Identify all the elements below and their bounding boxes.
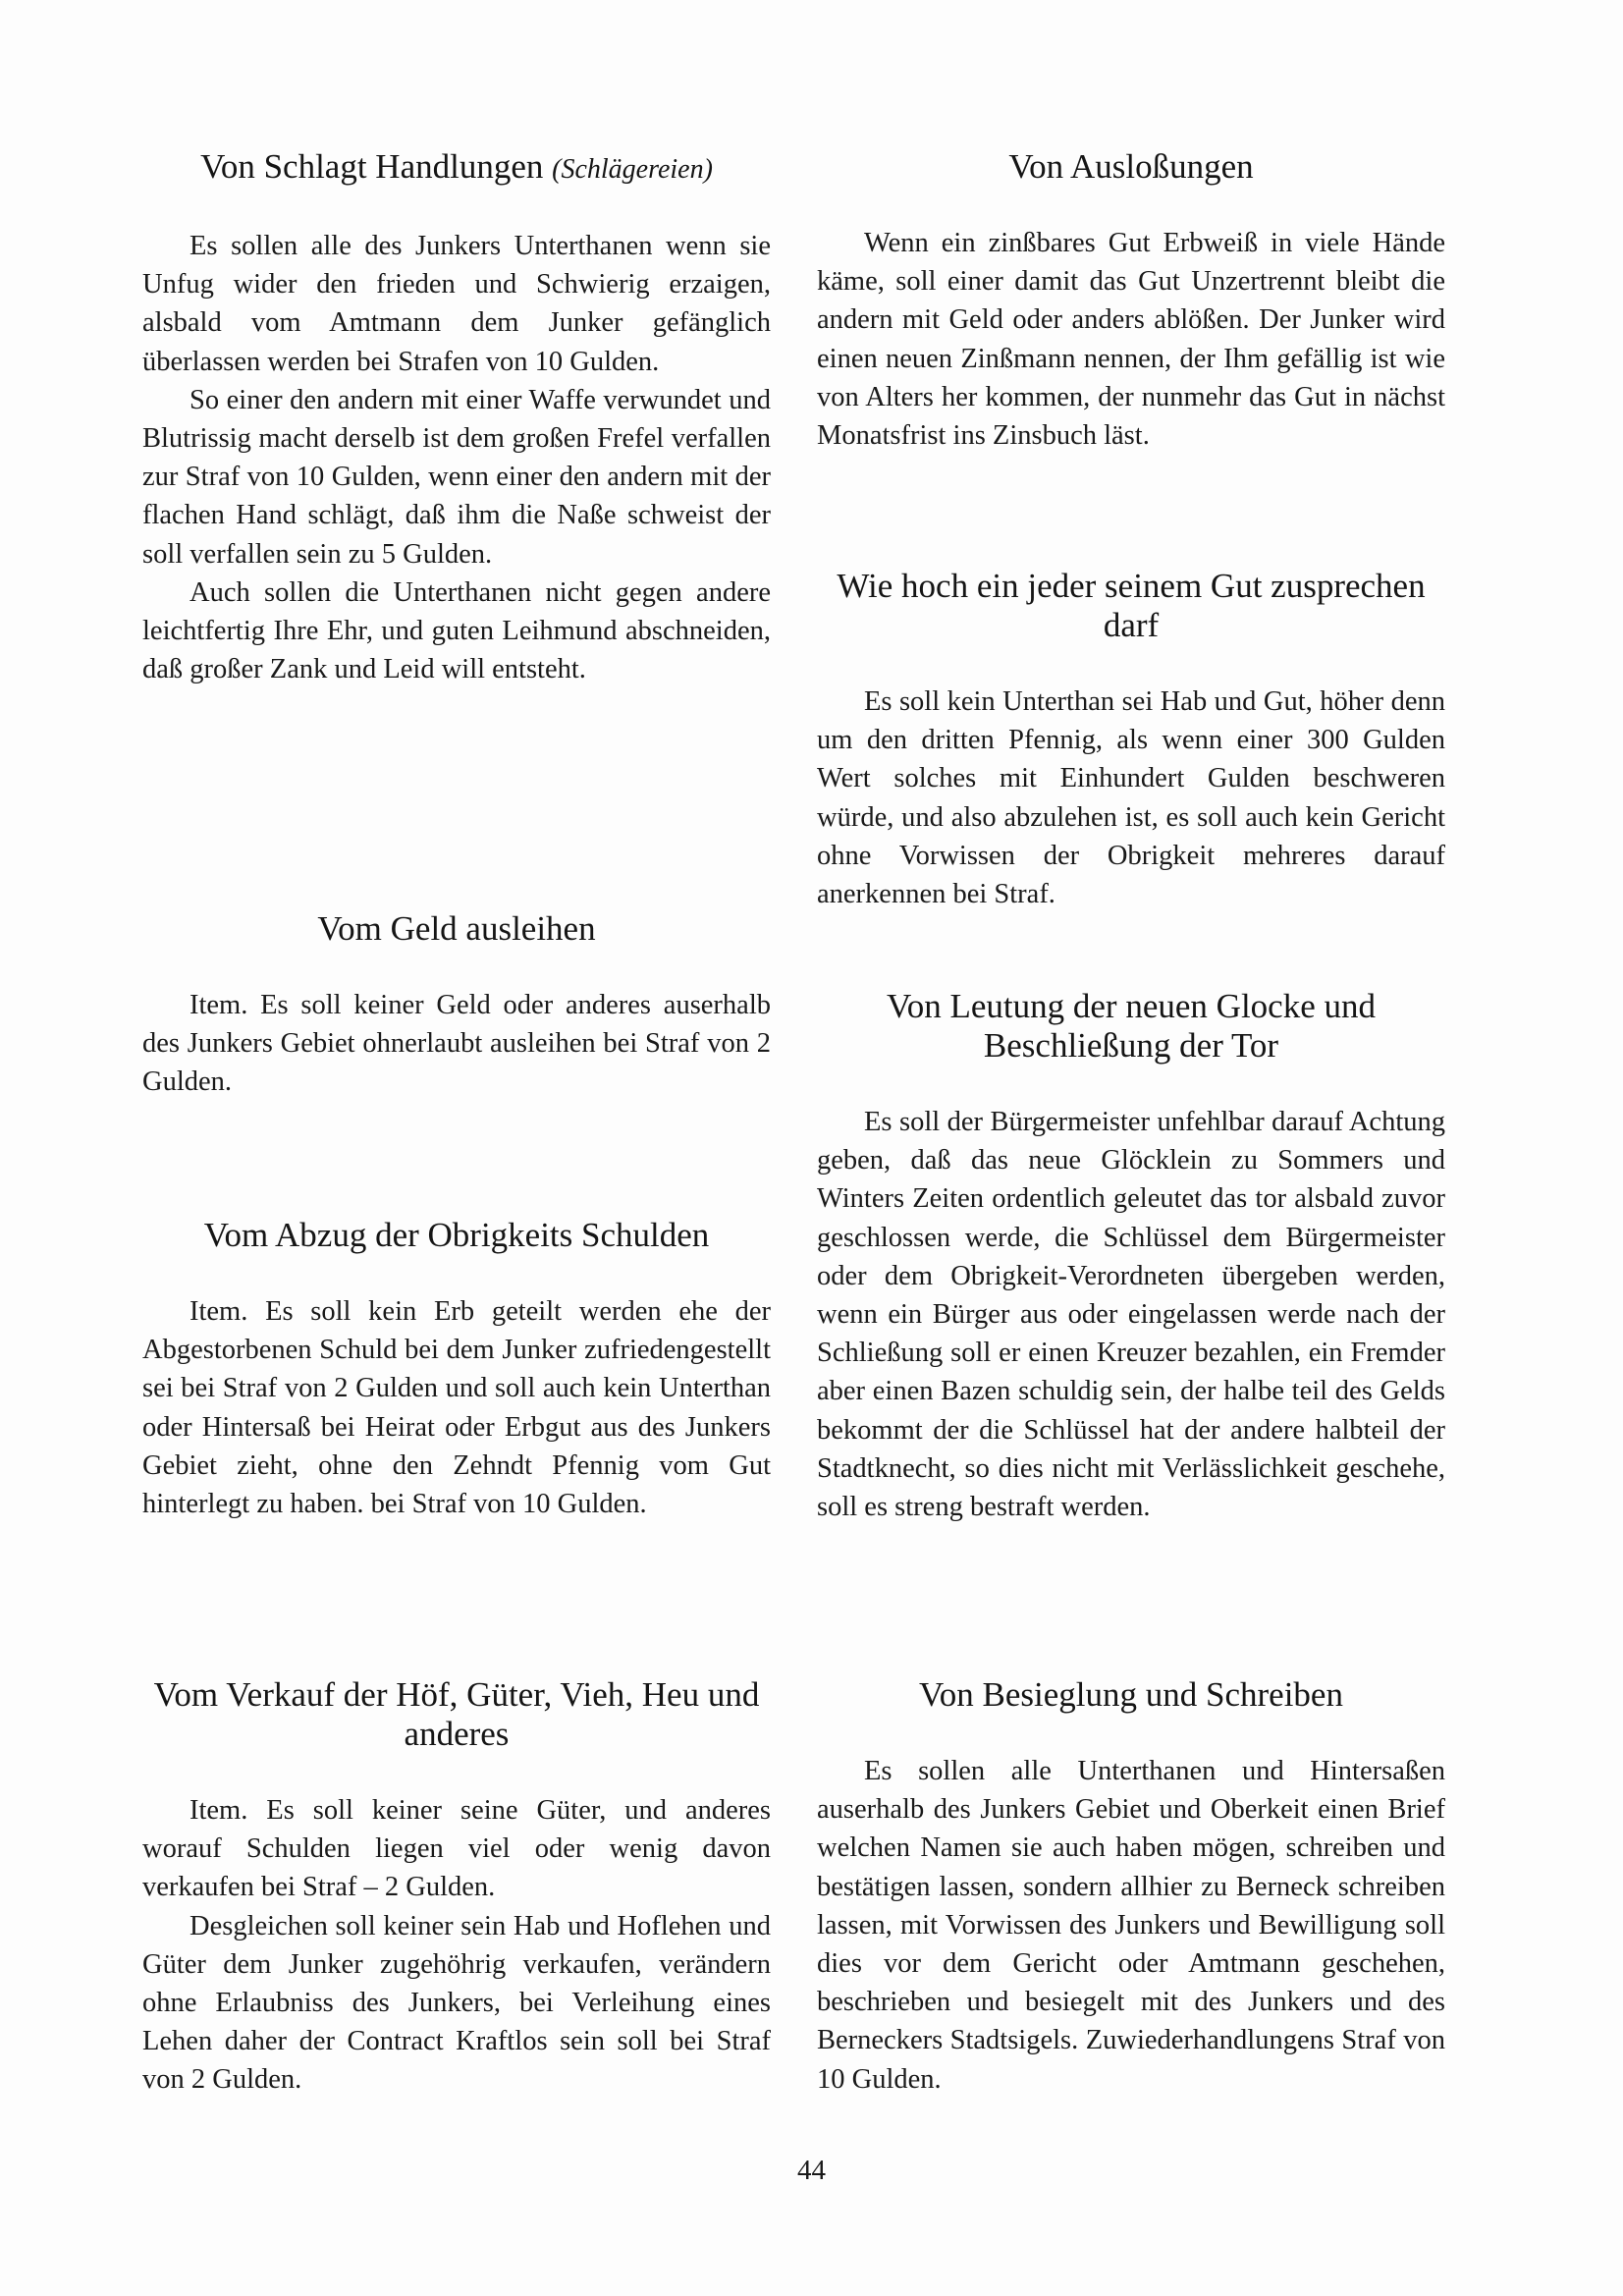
paragraph: Es soll der Bürgermeister unfehlbar darauf Achtung geben, daß das neue Glöcklein zu Sommers und Winters Zeiten ordentlich geleutet das tor alsbald zuvor geschlossen werde, die Schlüssel dem Bürgermeister oder dem Obrigkeit-Verordneten übergeben werden, wenn ein Bürger aus oder eingelassen werde nach der Schließung soll er einen Kreuzer bezahlen, ein Fremder aber einen Bazen schuldig sein, der halbe teil des Gelds bekommt der die Schlüssel hat der andere halbteil der Stadtknecht, so dies nicht mit Verlässlichkeit geschehe, soll es streng bestraft werden. xyxy=(817,1107,1445,1523)
section-ausloszungen xyxy=(817,147,1445,455)
section-heading: Vom Abzug der Obrigkeits Schulden xyxy=(203,1216,710,1254)
paragraph: Desgleichen soll keiner sein Hab und Hoflehen und Güter dem Junker zugehöhrig verkaufen, verändern ohne Erlaubniss des Junkers, bei Verleihung eines Lehen daher der Contract Kraftlos sein soll bei Straf von 2 Gulden. xyxy=(142,1910,771,2096)
section-heading: Von Ausloßungen xyxy=(1008,147,1254,186)
paragraph: Wenn ein zinßbares Gut Erbweiß in viele Hände käme, soll einer damit das Gut Unzertrennt bleibt die andern mit Geld oder anders ablößen. Der Junker wird einen neuen Zinßmann nennen, der Ihm gefällig ist wie von Alters her kommen, der nunmehr das Gut in nächst Monatsfrist ins Zinsbuch läst. xyxy=(817,228,1445,452)
paragraph: Auch sollen die Unterthanen nicht gegen andere leichtfertig Ihre Ehr, und guten Leihmund abschneiden, daß großer Zank und Leid will entsteht. xyxy=(142,576,771,685)
section-geld-ausleihen xyxy=(142,909,771,1102)
section-heading xyxy=(142,147,771,190)
paragraph: Es sollen alle Unterthanen und Hintersaßen auserhalb des Junkers Gebiet und Oberkeit einen Brief welchen Namen sie auch haben mögen, schreiben und bestätigen lassen, sondern allhier zu Berneck schreiben lassen, mit Vorwissen des Junkers und Bewilligung soll dies vor dem Gericht oder Amtmann geschehen, beschrieben und besiegelt mit des Junkers und des Berneckers Stadtsigels. Zuwiederhandlungens Straf von 10 Gulden. xyxy=(817,1756,1445,2095)
paragraph: So einer den andern mit einer Waffe verwundet und Blutrissig macht derselb ist dem großen Frefel verfallen zur Straf von 10 Gulden, wenn einer den andern mit der flachen Hand schlägt, daß ihm die Naße schweist der soll verfallen sein zu 5 Gulden. xyxy=(142,384,771,570)
heading-subtitle: (Schlägereien) xyxy=(552,154,713,185)
paragraph: Item. Es soll keiner Geld oder anderes auserhalb des Junkers Gebiet ohnerlaubt ausleihen bei Straf von 2 Gulden. xyxy=(142,990,771,1098)
paragraph: Es soll kein Unterthan sei Hab und Gut, höher denn um den dritten Pfennig, als wenn einer 300 Gulden Wert solches mit Einhundert Gulden beschweren würde, und also abzulehen ist, es soll auch kein Gericht ohne Vorwissen der Obrigkeit mehreres darauf anerkennen bei Straf. xyxy=(817,686,1445,910)
section-heading: Vom Geld ausleihen xyxy=(317,909,596,948)
section-schlagt-handlungen xyxy=(142,147,771,688)
section-leutung-glocke-tor xyxy=(817,987,1445,1526)
section-heading: Wie hoch ein jeder seinem Gut zusprechen darf xyxy=(837,567,1426,644)
section-heading: Von Besieglung und Schreiben xyxy=(919,1675,1343,1714)
section-heading: Vom Verkauf der Höf, Güter, Vieh, Heu und anderes xyxy=(153,1675,760,1753)
section-wie-hoch-gut-zusprechen xyxy=(817,567,1445,913)
section-heading: Von Leutung der neuen Glocke und Beschließung der Tor xyxy=(887,987,1376,1065)
page-number: 44 xyxy=(797,2155,826,2186)
paragraph: Item. Es soll keiner seine Güter, und anderes worauf Schulden liegen viel oder wenig davon verkaufen bei Straf – 2 Gulden. xyxy=(142,1795,771,1903)
section-verkauf-hoef-gueter xyxy=(142,1675,771,2100)
section-abzug-obrigkeits-schulden xyxy=(142,1216,771,1523)
section-besieglung-schreiben xyxy=(817,1675,1445,2099)
paragraph: Es sollen alle des Junkers Unterthanen wenn sie Unfug wider den frieden und Schwierig erzaigen, alsbald vom Amtmann dem Junker gefänglich überlassen werden bei Strafen von 10 Gulden. xyxy=(142,231,771,377)
heading-text: Von Schlagt Handlungen xyxy=(200,147,544,186)
paragraph: Item. Es soll kein Erb geteilt werden ehe der Abgestorbenen Schuld bei dem Junker zufriedengestellt sei bei Straf von 2 Gulden und soll auch kein Unterthan oder Hintersaß bei Heirat oder Erbgut aus des Junkers Gebiet zieht, ohne den Zehndt Pfennig vom Gut hinterlegt zu haben. bei Straf von 10 Gulden. xyxy=(142,1296,771,1520)
